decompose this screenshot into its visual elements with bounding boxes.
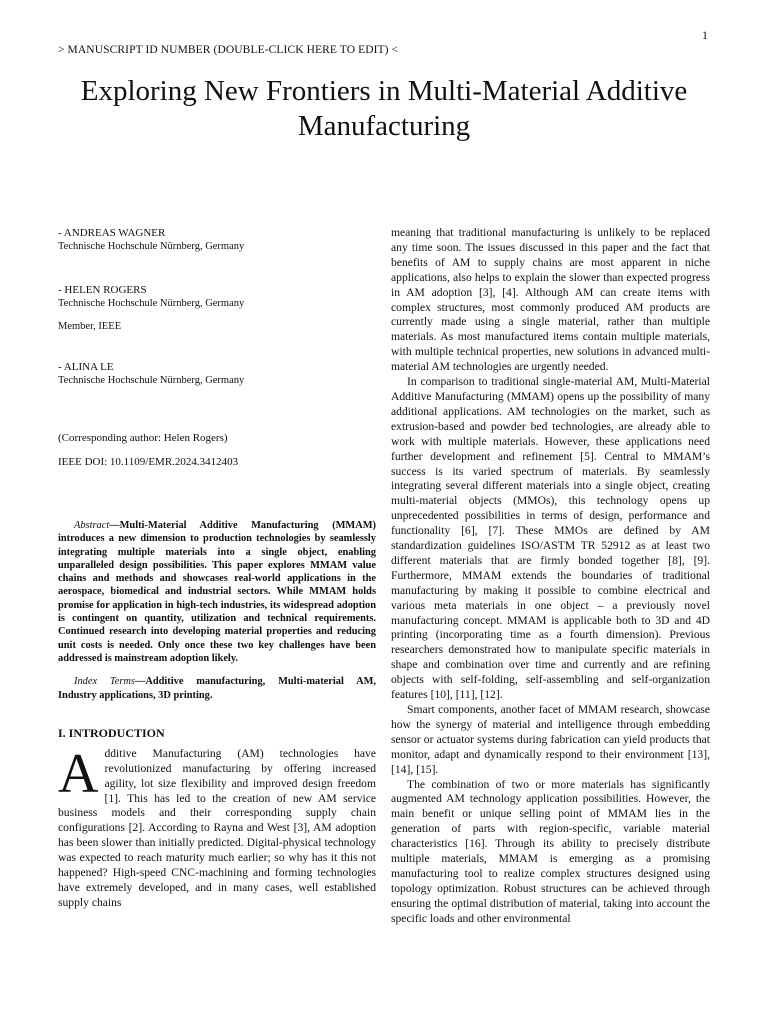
doi: IEEE DOI: 10.1109/EMR.2024.3412403	[58, 456, 239, 468]
paper-title	[40, 74, 728, 144]
page-number: 1	[702, 28, 708, 42]
left-column	[58, 226, 376, 911]
abstract-text: —Multi-Material Additive Manufacturing (MMAM) introduces a new dimension to production technologies by seamlessly integrating multiple materials into a single object, enabling unparalleled design possibilities. This paper explores MMAM value chains and methods and showcases real-world applications in the aerospace, biomedical and industrial sectors. While MMAM holds promise for application in high-tech industries, its widespread adoption is contingent on quantity, utilization and technical requirements. Continued research into developing material properties and reducing unit costs is needed. Only once these two key challenges have been addressed is mainstream adoption likely.	[58, 520, 376, 664]
author-block-1	[58, 226, 376, 253]
author-name: - ALINA LE	[58, 361, 114, 373]
body-paragraph-3: Smart components, another facet of MMAM research, showcase how the synergy of material and intelligence through embedding sensor or actuator systems during fabrication can yield products that monitor, adapt and dynamically respond to their environment [13], [14], [15].	[391, 703, 710, 776]
body-paragraph-4: The combination of two or more materials has significantly augmented AM technology application possibilities. However, the main benefit or unique selling point of MMAM lies in the generation of parts with region-specific, variable material characteristics [16]. Through its ability to precisely distribute multiple materials, MMAM is emerging as a promising manufacturing tool to realize complex structures designed using topology optimization. Robust structures can be achieved through ensuring the optimal distribution of material, taking into account the specific loads and other environmental	[391, 777, 710, 925]
author-affiliation: Technische Hochschule Nürnberg, Germany	[58, 241, 245, 252]
index-terms-label: Index Terms	[74, 676, 135, 688]
intro-text: dditive Manufacturing (AM) technologies have revolutionized manufacturing by offering increased agility, lot size flexibility and improved design freedom [1]. This has led to the creation of new AM service business models and their corresponding supply chain configurations [2]. According to Rayna and West [3], AM adoption has been slower than initially predicted. Digital-physical technology was expected to reach maturity much earlier; so why has it this not happened? High-speed CNC-machining and forming technologies have extremely developed, and in many cases, well established supply chains	[58, 746, 376, 909]
corresponding-author: (Corresponding author: Helen Rogers)	[58, 432, 228, 444]
section-heading: I. INTRODUCTION	[58, 725, 165, 740]
author-name: - HELEN ROGERS	[58, 284, 147, 296]
body-paragraph-2: In comparison to traditional single-material AM, Multi-Material Additive Manufacturing (MMAM) opens up the possibility of many additional applications. AM technologies on the market, such as extrusion-based and powder bed technologies, are already able to work with multiple materials. However, these applications need further development and refinement [5]. Central to MMAM’s success is its varied spectrum of materials. By seamlessly integrating several different materials into a single object, creating multi-material objects (MMOs), this technology opens up unprecedented possibilities in terms of design, performance and functionality [6], [7]. These MMOs are defined by AM standardization guidelines ISO/ASTM TR 52912 as at least two different materials that are firmly bonded together [8], [9]. Furthermore, MMAM extends the boundaries of traditional manufacturing by making it possible to combine electrical and various meta materials in one object – a previously novel manufacturing concept. MMAM is applicable both to 3D and 4D printing (incorporating time as a fourth dimension). Previous researchers demonstrated how to manipulate specific materials in shape and combination over time and currently and are refining objects with self-folding, self-assembling and self-organization features [10], [11], [12].	[391, 375, 710, 702]
author-affiliation: Technische Hochschule Nürnberg, Germany	[58, 375, 245, 386]
index-terms-text: —Additive manufacturing, Multi-material AM, Industry applications, 3D printing.	[58, 676, 377, 701]
drop-cap: A	[58, 742, 99, 805]
body-paragraph-1: meaning that traditional manufacturing is unlikely to be replaced any time soon. The issues discussed in this paper and the fact that benefits of AM to supply chains are most apparent in niche applications, also helps to explain the slower than expected progress in AM adoption [3], [4]. Although AM can create items with complex structures, most commonly produced AM products are currently made using a single material, rather than multiple materials. As most manufactured items contain multiple materials, with multiple technical properties, new solutions in advanced multi-material AM technologies are urgently needed.	[391, 226, 710, 374]
intro-paragraph	[58, 742, 376, 911]
author-affiliation: Technische Hochschule Nürnberg, Germany	[58, 298, 245, 309]
title-line-2: Manufacturing	[297, 110, 471, 142]
title-line-1: Exploring New Frontiers in Multi-Material Additive	[80, 75, 688, 107]
right-column	[391, 226, 710, 927]
index-terms	[58, 675, 376, 702]
author-name: - ANDREAS WAGNER	[58, 227, 166, 239]
abstract-label: Abstract	[74, 520, 110, 531]
author-membership: Member, IEEE	[58, 321, 122, 332]
manuscript-header[interactable]: > MANUSCRIPT ID NUMBER (DOUBLE-CLICK HERE TO EDIT) <	[58, 44, 399, 56]
abstract	[58, 519, 376, 665]
author-block-2	[58, 283, 376, 310]
author-block-3	[58, 360, 376, 387]
